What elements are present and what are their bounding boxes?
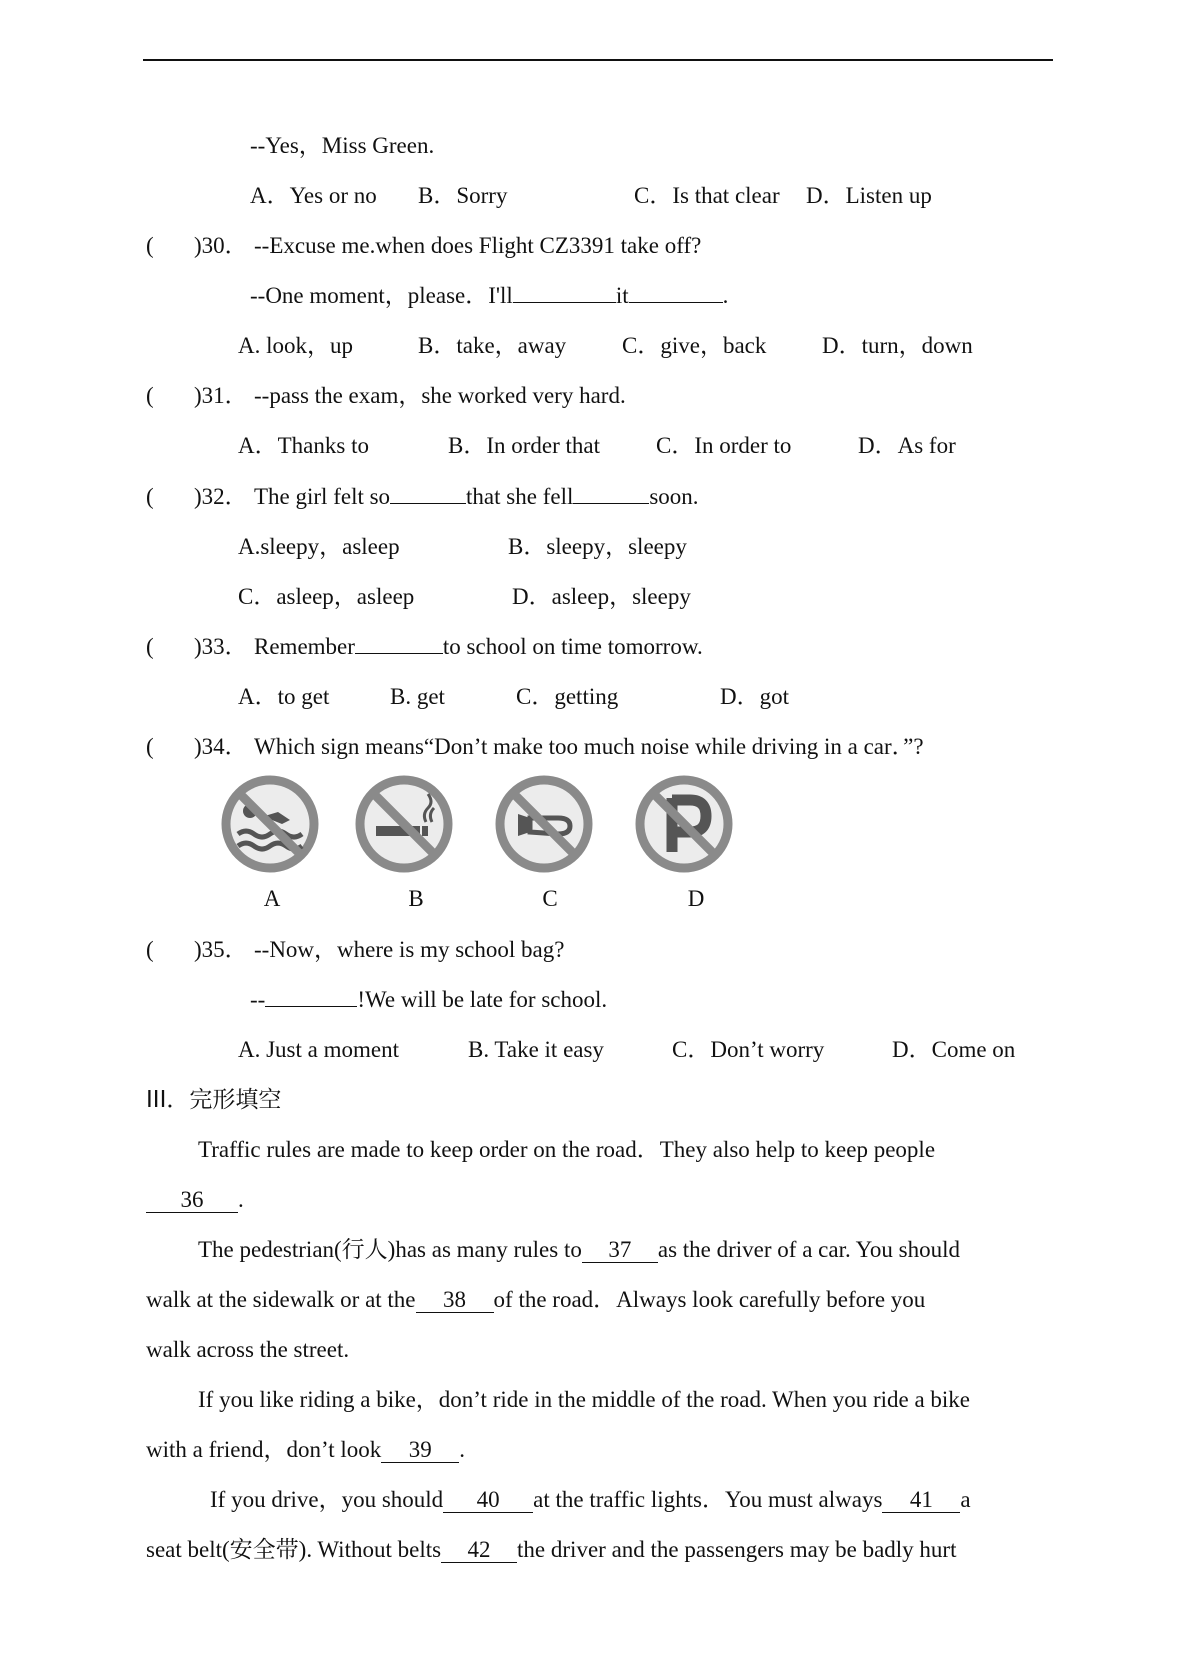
passage-p2-text-d: of the road．Always look carefully before you	[493, 1287, 926, 1312]
header-rule	[143, 59, 1053, 61]
q31-number: )31．	[194, 383, 248, 408]
q33-stem-text-b: to school on time tomorrow.	[442, 634, 703, 659]
q35-number: )35．	[194, 937, 248, 962]
q32-stem-text-b: that she fell	[466, 484, 574, 509]
q32-paren: (	[146, 484, 154, 509]
q34-number: )34．	[194, 734, 248, 759]
q30-option-a: A. look，up	[238, 333, 353, 358]
q32-option-d: D．asleep，sleepy	[512, 584, 691, 609]
sign-d-label: D	[687, 886, 705, 911]
q30-blank-1	[513, 302, 616, 303]
q35-line2	[250, 986, 607, 1014]
q35-line2-text-b: !We will be late for school.	[357, 987, 608, 1012]
q32-stem-text-c: soon.	[649, 484, 699, 509]
passage-p4-text-b: at the traffic lights．You must always	[533, 1487, 883, 1512]
blank-36: 36	[146, 1188, 238, 1213]
q33-option-c: C．getting	[516, 684, 619, 709]
q31-option-c: C．In order to	[656, 433, 792, 458]
passage-p3-text-b: with a friend，don’t look	[146, 1437, 382, 1462]
q30-blank-2	[629, 302, 723, 303]
q32-stem	[254, 483, 699, 511]
passage-p1-line2	[146, 1186, 244, 1214]
sign-a-label: A	[263, 886, 281, 911]
blank-37: 37	[582, 1238, 658, 1263]
no-horn-icon	[494, 774, 594, 874]
q33-option-a: A．to get	[238, 684, 330, 709]
sign-c	[494, 774, 594, 874]
passage-p4-text-c: a	[960, 1487, 971, 1512]
q31-paren: (	[146, 383, 154, 408]
q32-blank-2	[573, 503, 649, 504]
q34-paren: (	[146, 734, 154, 759]
q33-stem	[254, 633, 703, 661]
q31-option-a: A．Thanks to	[238, 433, 369, 458]
q31-stem: --pass the exam，she worked very hard.	[254, 383, 626, 408]
q30-line2-text-b: it	[615, 283, 629, 308]
q35-paren: (	[146, 937, 154, 962]
q30-option-c: C．give，back	[622, 333, 767, 358]
passage-p4-line1	[210, 1486, 971, 1514]
blank-42: 42	[441, 1538, 517, 1563]
q33-blank	[355, 653, 443, 654]
passage-p1-line1: Traffic rules are made to keep order on the road．They also help to keep people	[198, 1137, 936, 1162]
q32-option-b: B．sleepy，sleepy	[508, 534, 687, 559]
q34-stem: Which sign means“Don’t make too much noise while driving in a car．”?	[254, 734, 924, 759]
passage-p1-end: .	[238, 1187, 244, 1212]
passage-p4-text-d: seat belt(安全带). Without belts	[146, 1537, 442, 1562]
passage-p2-line3: walk across the street.	[146, 1337, 350, 1362]
sign-b-label: B	[408, 886, 424, 911]
q33-paren: (	[146, 634, 154, 659]
passage-p3-line2	[146, 1436, 465, 1464]
blank-41: 41	[882, 1488, 960, 1513]
q33-option-d: D．got	[720, 684, 789, 709]
blank-40: 40	[443, 1488, 533, 1513]
q33-stem-text-a: Remember	[254, 634, 355, 659]
passage-p4-line2	[146, 1536, 956, 1564]
passage-p3-line1: If you like riding a bike，don’t ride in the middle of the road. When you ride a bike	[198, 1387, 971, 1412]
q30-line2-text-c: .	[722, 283, 729, 308]
no-swimming-icon	[220, 774, 320, 874]
q29-option-c: C．Is that clear	[634, 183, 780, 208]
q35-option-c: C．Don’t worry	[672, 1037, 825, 1062]
q32-stem-text-a: The girl felt so	[254, 484, 391, 509]
passage-p2-line2	[146, 1286, 1050, 1314]
q35-line2-text-a: --	[250, 987, 266, 1012]
q32-option-a: A.sleepy，asleep	[238, 534, 400, 559]
q30-stem: --Excuse me.when does Flight CZ3391 take off?	[254, 233, 702, 258]
q30-option-d: D．turn，down	[822, 333, 973, 358]
sign-a	[220, 774, 320, 874]
q31-option-b: B．In order that	[448, 433, 601, 458]
blank-38: 38	[416, 1288, 494, 1313]
q32-blank-1	[390, 503, 466, 504]
q35-stem: --Now，where is my school bag?	[254, 937, 565, 962]
passage-p2-text-b: as the driver of a car. You should	[657, 1237, 961, 1262]
blank-39: 39	[381, 1438, 459, 1463]
section-3-title: III．完形填空	[146, 1087, 282, 1113]
q29-option-b: B．Sorry	[418, 183, 508, 208]
q29-answer-line: --Yes，Miss Green.	[250, 133, 435, 158]
sign-d	[634, 774, 734, 874]
q33-option-b: B. get	[390, 684, 445, 709]
passage-p2-text-a: The pedestrian(行人)has as many rules to	[198, 1237, 582, 1262]
q30-line2-text-a: --One moment，please．I'll	[250, 283, 513, 308]
q35-option-a: A. Just a moment	[238, 1037, 399, 1062]
q30-option-b: B．take，away	[418, 333, 567, 358]
q32-number: )32．	[194, 484, 248, 509]
passage-p4-text-a: If you drive，you should	[210, 1487, 444, 1512]
no-parking-icon	[634, 774, 734, 874]
q30-paren: (	[146, 233, 154, 258]
q33-number: )33．	[194, 634, 248, 659]
q35-blank	[265, 1006, 357, 1007]
q29-option-d: D．Listen up	[806, 183, 932, 208]
sign-b	[354, 774, 454, 874]
q30-line2	[250, 282, 728, 310]
q31-option-d: D．As for	[858, 433, 956, 458]
passage-p4-text-e: the driver and the passengers may be badly hurt	[517, 1537, 957, 1562]
passage-p3-end: .	[459, 1437, 466, 1462]
no-smoking-icon	[354, 774, 454, 874]
q30-number: )30．	[194, 233, 248, 258]
passage-p2-line1	[198, 1236, 960, 1264]
q35-option-b: B. Take it easy	[468, 1037, 604, 1062]
q35-option-d: D．Come on	[892, 1037, 1016, 1062]
q29-option-a: A．Yes or no	[250, 183, 377, 208]
passage-p2-text-c: walk at the sidewalk or at the	[146, 1287, 416, 1312]
sign-c-label: C	[542, 886, 558, 911]
q32-option-c: C．asleep，asleep	[238, 584, 415, 609]
